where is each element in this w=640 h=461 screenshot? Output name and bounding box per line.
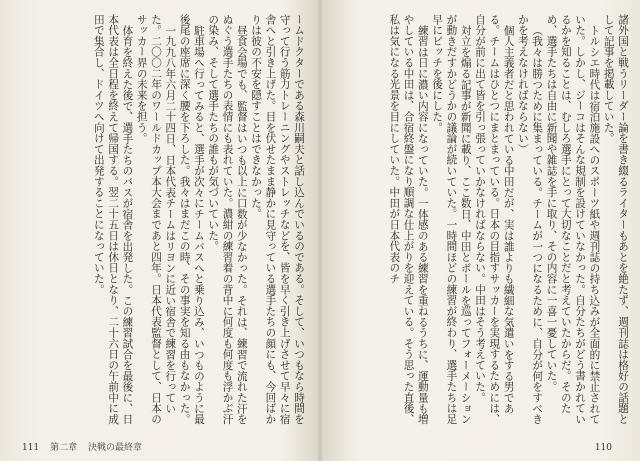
page-number: 110: [594, 443, 612, 453]
paragraph: 個人主義者だと思われている中田だが、実は誰よりも繊細な気遣いをする男である。チームはひとつにまとまっている。日本の目指すサッカーを実現するためには、自分が前に出て皆を引っ張っていかなければならない。中田はそう考えていた。: [474, 14, 515, 425]
chapter-title: 決戦の最終章: [87, 443, 142, 453]
paragraph: 対立を煽る記事が新聞に載り、ここ数日、中田とボールを巡ってフォーメーションが動きだすかどうかの議論が続いていた。一時間ほどの練習が終わり、選手たちは足早にピッチを後にした。: [431, 14, 472, 425]
paragraph: 諸外国と戦うリーダー論を書き綴るライターもあとを絶たず、週刊誌は格好の話題として記事を掲載していた。: [602, 14, 629, 425]
paragraph: 練習は日に濃い内容になっていた。一体感のある練習を重ねるうちに、運動量も増やしている中田は、合宿終盤になり順調な仕上がりを迎えている。そう思った直後、私は気になる光景を目にしていた。中田が日本代表のチ: [388, 14, 429, 425]
paragraph: 体育を終えた後で、選手たちのバスが宿舎を出発した。この練習試合を最後に、日本代表は全日程を終えて帰国する。翌二十五日は休日となり、二十六日の午前中に成田で集合し、ドイツへ向けて出発することになっていた。: [92, 14, 134, 425]
right-page-footer: [595, 443, 620, 453]
paragraph: トルシエ時代は宿泊施設へのスポーツ紙や週刊誌の持ち込みが全面的に禁止されていた。しかし、ジーコはそんな規制を設けていなかった。自分たちがどう書かれているかを知ることは、むしろ選手にとって大切なことだと考えていたからだ。そのため、選手たちは自由に新聞や雑誌を手に取り、その内容に一喜一憂していた。: [545, 14, 601, 425]
paragraph: ームドクターである森川嗣夫と話し込んでいるのである。そして、いつもなら時間を守って行う筋力トレーニングやストレッチなどを、皆を早く引き上げさせて早々に宿舎へと引き上げた。目を伏せたまま静かに見守っている選手たちの顔にも、今回ばかりは彼の不安を隠すことはできなかった。: [250, 14, 305, 425]
paragraph: 駐車場へ行ってみると、選手が次々にチームバスへと乗り込み、いつものように最後尾の座席に深く腰を下ろした。我々はまだこの時、その事実を知る由もなかった。: [178, 14, 205, 425]
paragraph: 一九九八年六月二十四日、日本代表チームはリヨンに近い宿舎で練習を行っていた。二〇〇二年のワールドカップ本大会まであと四年。日本代表監督として、日本のサッカー界の未来を担う。: [135, 14, 177, 425]
left-page-footer: [22, 440, 150, 453]
right-page-body: [336, 14, 630, 429]
paragraph: 昼食会場でも、監督はいつも以上に口数が少なかった。それは、練習で流れた汗をぬぐう選手たちの表情にも表れていた。濃紺の練習着の背中に何度も何度も浮かぶ汗の染み、そして選手たちの誰もが気づいていた。: [207, 14, 248, 425]
page-number: 111: [22, 443, 40, 453]
left-page-body: [16, 14, 306, 429]
chapter-label: 第二章: [50, 443, 78, 453]
right-page: [320, 0, 640, 461]
paragraph: （我々は勝つために集まっている。チームが一つになるために、自分が何をすべきかを考えなければならない）: [516, 14, 544, 425]
